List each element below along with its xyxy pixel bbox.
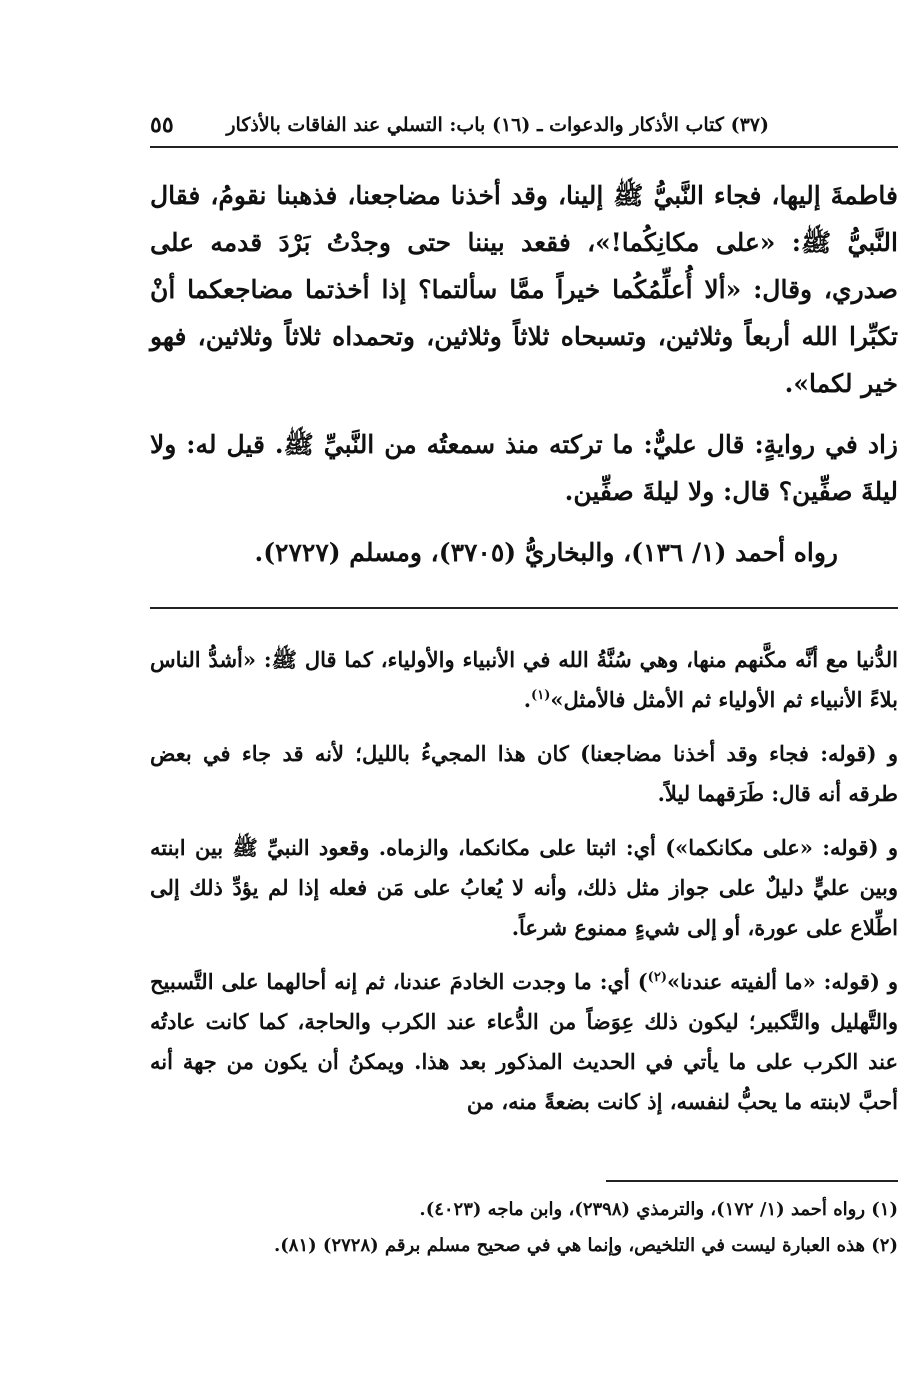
commentary-text-run: و (قوله: «ما ألفيته عندنا» <box>666 969 898 994</box>
commentary-text <box>150 640 898 1122</box>
commentary-paragraph: و (قوله: فجاء وقد أخذنا مضاجعنا) كان هذا المجيءُ بالليل؛ لأنه قد جاء في بعض طرقه أنه قال: طَرَقهما ليلاً. <box>150 741 898 806</box>
hadith-paragraph: فاطمةَ إليها، فجاء النَّبيُّ ﷺ إلينا، وقد أخذنا مضاجعنا، فذهبنا نقومُ، فقال النَّبيُّ ﷺ: «على مكانِكُما!»، فقعد بيننا حتى وجدْتُ بَرْدَ قدمه على صدري، وقال: «ألا أُعلِّمُكُما خيراً ممَّا سألتما؟ إذا أخذتما مضاجعكما أنْ تكبِّرا الله أربعاً وثلاثين، وتسبحاه ثلاثاً وثلاثين، وتحمداه ثلاثاً وثلاثين، فهو خير لكما». <box>150 181 898 398</box>
running-header <box>150 108 769 142</box>
hadith-paragraph: زاد في روايةٍ: قال عليٌّ: ما تركته منذ سمعتُه من النَّبيِّ ﷺ. قيل له: ولا ليلةَ صفِّين؟ قال: ولا ليلةَ صفِّين. <box>150 430 898 506</box>
footnote: (٢) هذه العبارة ليست في التلخيص، وإنما هي في صحيح مسلم برقم (٢٧٢٨) (٨١). <box>274 1235 898 1256</box>
header-rule <box>150 146 898 148</box>
footnote-ref: (٢) <box>647 970 667 985</box>
commentary-paragraph <box>150 640 898 720</box>
page-number: ٥٥ <box>150 112 174 138</box>
footnote-ref: (١) <box>531 688 551 703</box>
hadith-source: رواه أحمد (١/ ١٣٦)، والبخاريُّ (٣٧٠٥)، ومسلم (٢٧٢٧). <box>254 538 838 567</box>
commentary-text-run: الدُّنيا مع أنَّه مكَّنهم منها، وهي سُنَّةُ الله في الأنبياء والأولياء، كما قال ﷺ: «أشدُّ الناس بلاءً الأنبياء ثم الأولياء ثم الأمثل فالأمثل» <box>150 647 898 712</box>
hadith-text <box>150 172 898 576</box>
footnote: (١) رواه أحمد (١/ ١٧٢)، والترمذي (٢٣٩٨)، وابن ماجه (٤٠٢٣). <box>419 1199 898 1220</box>
commentary-paragraph <box>150 962 898 1122</box>
commentary-text-run: ) أي: ما وجدت الخادمَ عندنا، ثم إنه أحالهما على التَّسبيح والتَّهليل والتَّكبير؛ ليكون ذلك عِوَضاً من الدُّعاء عند الكرب والحاجة، كما كانت عادتُه عند الكرب على ما يأتي في الحديث المذكور بعد هذا. ويمكنُ أن يكون من جهة أنه أحبَّ لابنته ما يحبُّ لنفسه، إذ كانت بضعةً منه، من <box>150 969 898 1114</box>
commentary-text-run: . <box>523 687 532 712</box>
section-divider <box>150 607 898 609</box>
running-title: (٣٧) كتاب الأذكار والدعوات ـ (١٦) باب: التسلي عند الفاقات بالأذكار <box>226 114 769 136</box>
footnotes <box>150 1192 898 1264</box>
commentary-paragraph: و (قوله: «على مكانكما») أي: اثبتا على مكانكما، والزماه. وقعود النبيِّ ﷺ بين ابنته وبين عليٍّ دليلٌ على جواز مثل ذلك، وأنه لا يُعابُ على مَن فعله إذا لم يؤدِّ ذلك إلى اطِّلاع على عورة، أو إلى شيءٍ ممنوع شرعاً. <box>150 835 898 940</box>
footnote-divider <box>606 1180 898 1182</box>
